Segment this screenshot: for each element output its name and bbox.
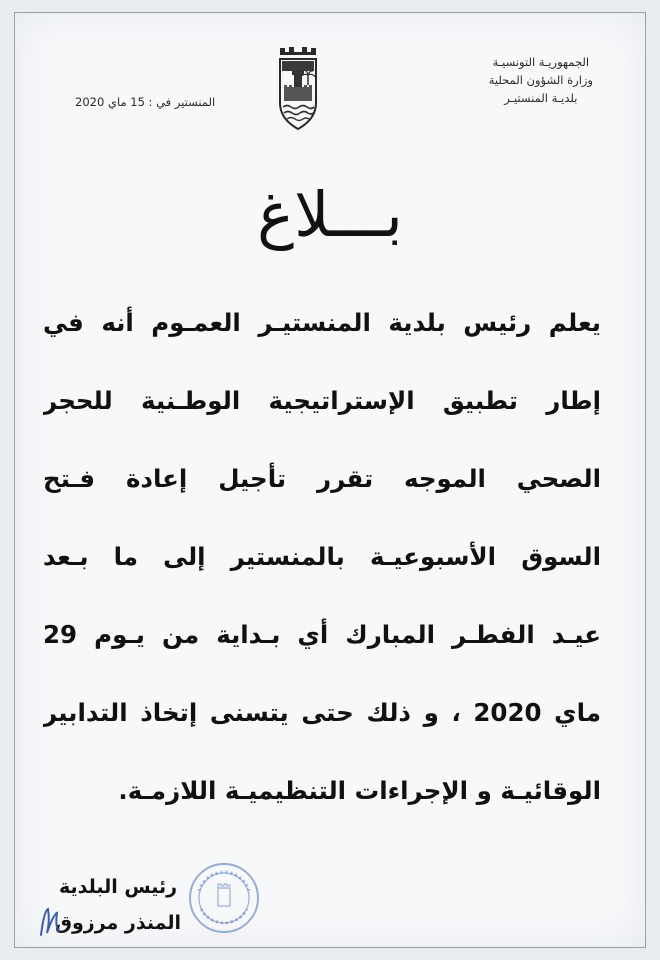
issue-date: المنستير في : 15 ماي 2020 (75, 95, 216, 109)
notice-line: الوقائيـة و الإجراءات التنظيميـة اللازمـة. (118, 776, 601, 805)
letterhead-issuer (489, 53, 593, 107)
country-name: الجمهوريـة التونسيـة (492, 55, 590, 69)
monastir-municipality-crest-icon (277, 45, 319, 133)
signatory-role: رئيس البلدية (58, 876, 178, 898)
document-page (14, 12, 646, 948)
notice-line: الصحي الموجه تقرر تأجيل إعادة فـتح (43, 464, 601, 493)
municipality-name: بلديـة المنستيـر (504, 91, 578, 105)
notice-line: عيـد الفطـر المبارك أي بـداية من يـوم 29 (43, 620, 601, 649)
notice-title: بـــلاغ (257, 178, 403, 251)
notice-line: إطار تطبيق الإستراتيجية الوطـنية للحجر (43, 386, 601, 415)
notice-line: يعلم رئيس بلدية المنستيـر العمـوم أنه في (43, 308, 601, 337)
handwritten-signature-icon (35, 901, 75, 941)
municipal-stamp-icon (187, 861, 261, 935)
ministry-name: وزارة الشؤون المحلية (488, 73, 593, 87)
signatory-name: المنذر مرزوق (55, 912, 181, 934)
notice-body (43, 289, 601, 835)
notice-line: ماي 2020 ، و ذلك حتى يتسنى إتخاذ التدابير (43, 698, 601, 727)
notice-line: السوق الأسبوعيـة بالمنستير إلى ما بـعد (43, 542, 601, 571)
